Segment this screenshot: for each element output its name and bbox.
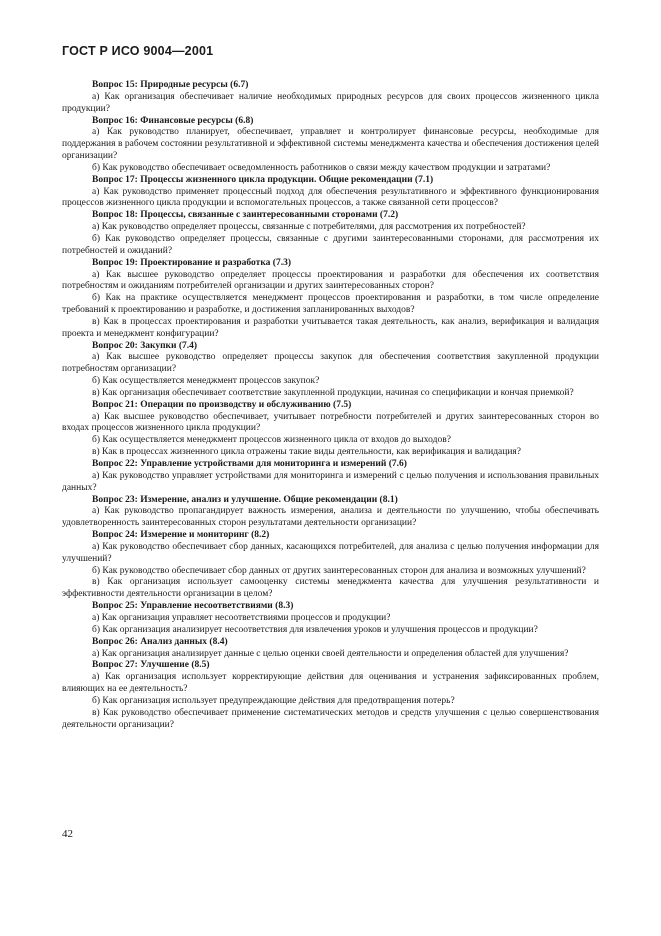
question-item: а) Как руководство планирует, обеспечивает, управляет и контролирует финансовые ресурсы, необходимые для поддержания в рабочем состоянии результативной и эффективной системы менеджмента качества и обеспечения достижения целей организации? [62,127,599,162]
question-item: а) Как организация управляет несоответствиями процессов и продукции? [92,612,391,623]
question-block [62,601,599,637]
question-block [62,459,599,495]
question-title: Вопрос 23: Измерение, анализ и улучшение. Общие рекомендации (8.1) [92,494,398,505]
question-item: в) Как организация обеспечивает соответствие закупленной продукции, начиная со спецификации и кончая приемкой? [92,387,574,398]
question-item: б) Как организация использует предупреждающие действия для предотвращения потерь? [92,695,455,706]
question-title: Вопрос 15: Природные ресурсы (6.7) [92,80,249,90]
question-title: Вопрос 21: Операции по производству и обслуживанию (7.5) [92,399,352,410]
question-item: а) Как руководство применяет процессный подход для обеспечения результативного и эффективного функционирования процессов жизненного цикла продукции и вспомогательных процессов, а также связанной сети процессов? [62,186,599,209]
question-item: а) Как организация анализирует данные с целью оценки своей деятельности и определения областей для улучшения? [92,648,569,659]
question-item: в) Как руководство обеспечивает применение систематических методов и средств улучшения с целью совершенствования деятельности организации? [62,707,599,730]
document-title: ГОСТ Р ИСО 9004—2001 [62,44,214,58]
question-item: в) Как в процессах проектирования и разработки учитывается такая деятельность, как анализ, верификация и валидация проекта и менеджмент конфигурации? [62,316,599,339]
question-item: а) Как высшее руководство обеспечивает, учитывает потребности потребителей и других заинтересованных сторон во входах процессов жизненного цикла продукции? [62,411,599,434]
question-title: Вопрос 16: Финансовые ресурсы (6.8) [92,115,254,126]
question-item: а) Как руководство управляет устройствами для мониторинга и измерений с целью получения и использования правильных данных? [62,470,599,493]
question-title: Вопрос 19: Проектирование и разработка (7.3) [92,257,291,268]
question-item: б) Как руководство обеспечивает сбор данных от других заинтересованных сторон для анализа и возможных улучшений? [92,565,586,576]
question-block [62,341,599,400]
page-footer [62,828,73,840]
question-title: Вопрос 27: Улучшение (8.5) [92,660,210,671]
question-item: б) Как осуществляется менеджмент процессов закупок? [92,376,320,387]
question-item: а) Как организация использует корректирующие действия для оценивания и устранения зафиксированных проблем, влияющих на ее деятельность? [62,672,599,695]
question-block [62,116,599,175]
document-header [62,44,213,58]
question-item: а) Как руководство пропагандирует важность измерения, анализа и деятельности по улучшению, чтобы обеспечивать удовлетворенность заинтересованных сторон результатами деятельности организации? [62,506,599,529]
question-block [62,175,599,211]
question-title: Вопрос 24: Измерение и мониторинг (8.2) [92,530,270,541]
question-item: а) Как организация обеспечивает наличие необходимых природных ресурсов для своих процессов жизненного цикла продукции? [62,91,599,114]
question-item: а) Как руководство обеспечивает сбор данных, касающихся потребителей, для анализа с целью получения информации для улучшений? [62,541,599,564]
question-title: Вопрос 18: Процессы, связанные с заинтересованными сторонами (7.2) [92,210,399,221]
question-item: б) Как организация анализирует несоответствия для извлечения уроков и улучшения процессов и продукции? [92,624,538,635]
question-block [62,637,599,661]
question-item: в) Как в процессах жизненного цикла отражены такие виды деятельности, как верификация и валидация? [92,447,522,458]
question-item: в) Как организация использует самооценку системы менеджмента качества для улучшения результативности и эффективности деятельности организации в целом? [62,577,599,600]
question-block [62,210,599,257]
question-item: б) Как руководство определяет процессы, связанные с другими заинтересованными сторонами, для рассмотрения их потребностей и ожиданий? [62,233,599,256]
question-item: б) Как руководство обеспечивает осведомленность работников о связи между качеством продукции и затратами? [92,162,551,173]
question-item: б) Как на практике осуществляется менеджмент процессов проектирования и разработки, в том числе определение требований к проектированию и разработке, и достижения запланированных выходов? [62,293,599,316]
question-item: а) Как высшее руководство определяет процессы закупок для обеспечения соответствия закупленной продукции потребностям организации? [62,352,599,375]
questions-list [62,80,599,731]
question-block [62,400,599,459]
question-block [62,530,599,601]
question-block [62,660,599,731]
question-item: а) Как руководство определяет процессы, связанные с потребителями, для рассмотрения их потребностей? [92,222,526,233]
question-item: а) Как высшее руководство определяет процессы проектирования и разработки для обеспечения их соответствия потребностям и ожиданиям потребителей организации и других заинтересованных сторон? [62,269,599,292]
question-block [62,495,599,531]
question-title: Вопрос 17: Процессы жизненного цикла продукции. Общие рекомендации (7.1) [92,174,434,185]
question-block [62,258,599,341]
question-item: б) Как осуществляется менеджмент процессов жизненного цикла от входов до выходов? [92,435,451,446]
question-block [62,80,599,116]
question-title: Вопрос 22: Управление устройствами для мониторинга и измерений (7.6) [92,459,407,469]
page-number: 42 [62,828,73,840]
question-title: Вопрос 26: Анализ данных (8.4) [92,636,228,647]
question-title: Вопрос 25: Управление несоответствиями (8.3) [92,601,294,612]
question-title: Вопрос 20: Закупки (7.4) [92,340,198,351]
